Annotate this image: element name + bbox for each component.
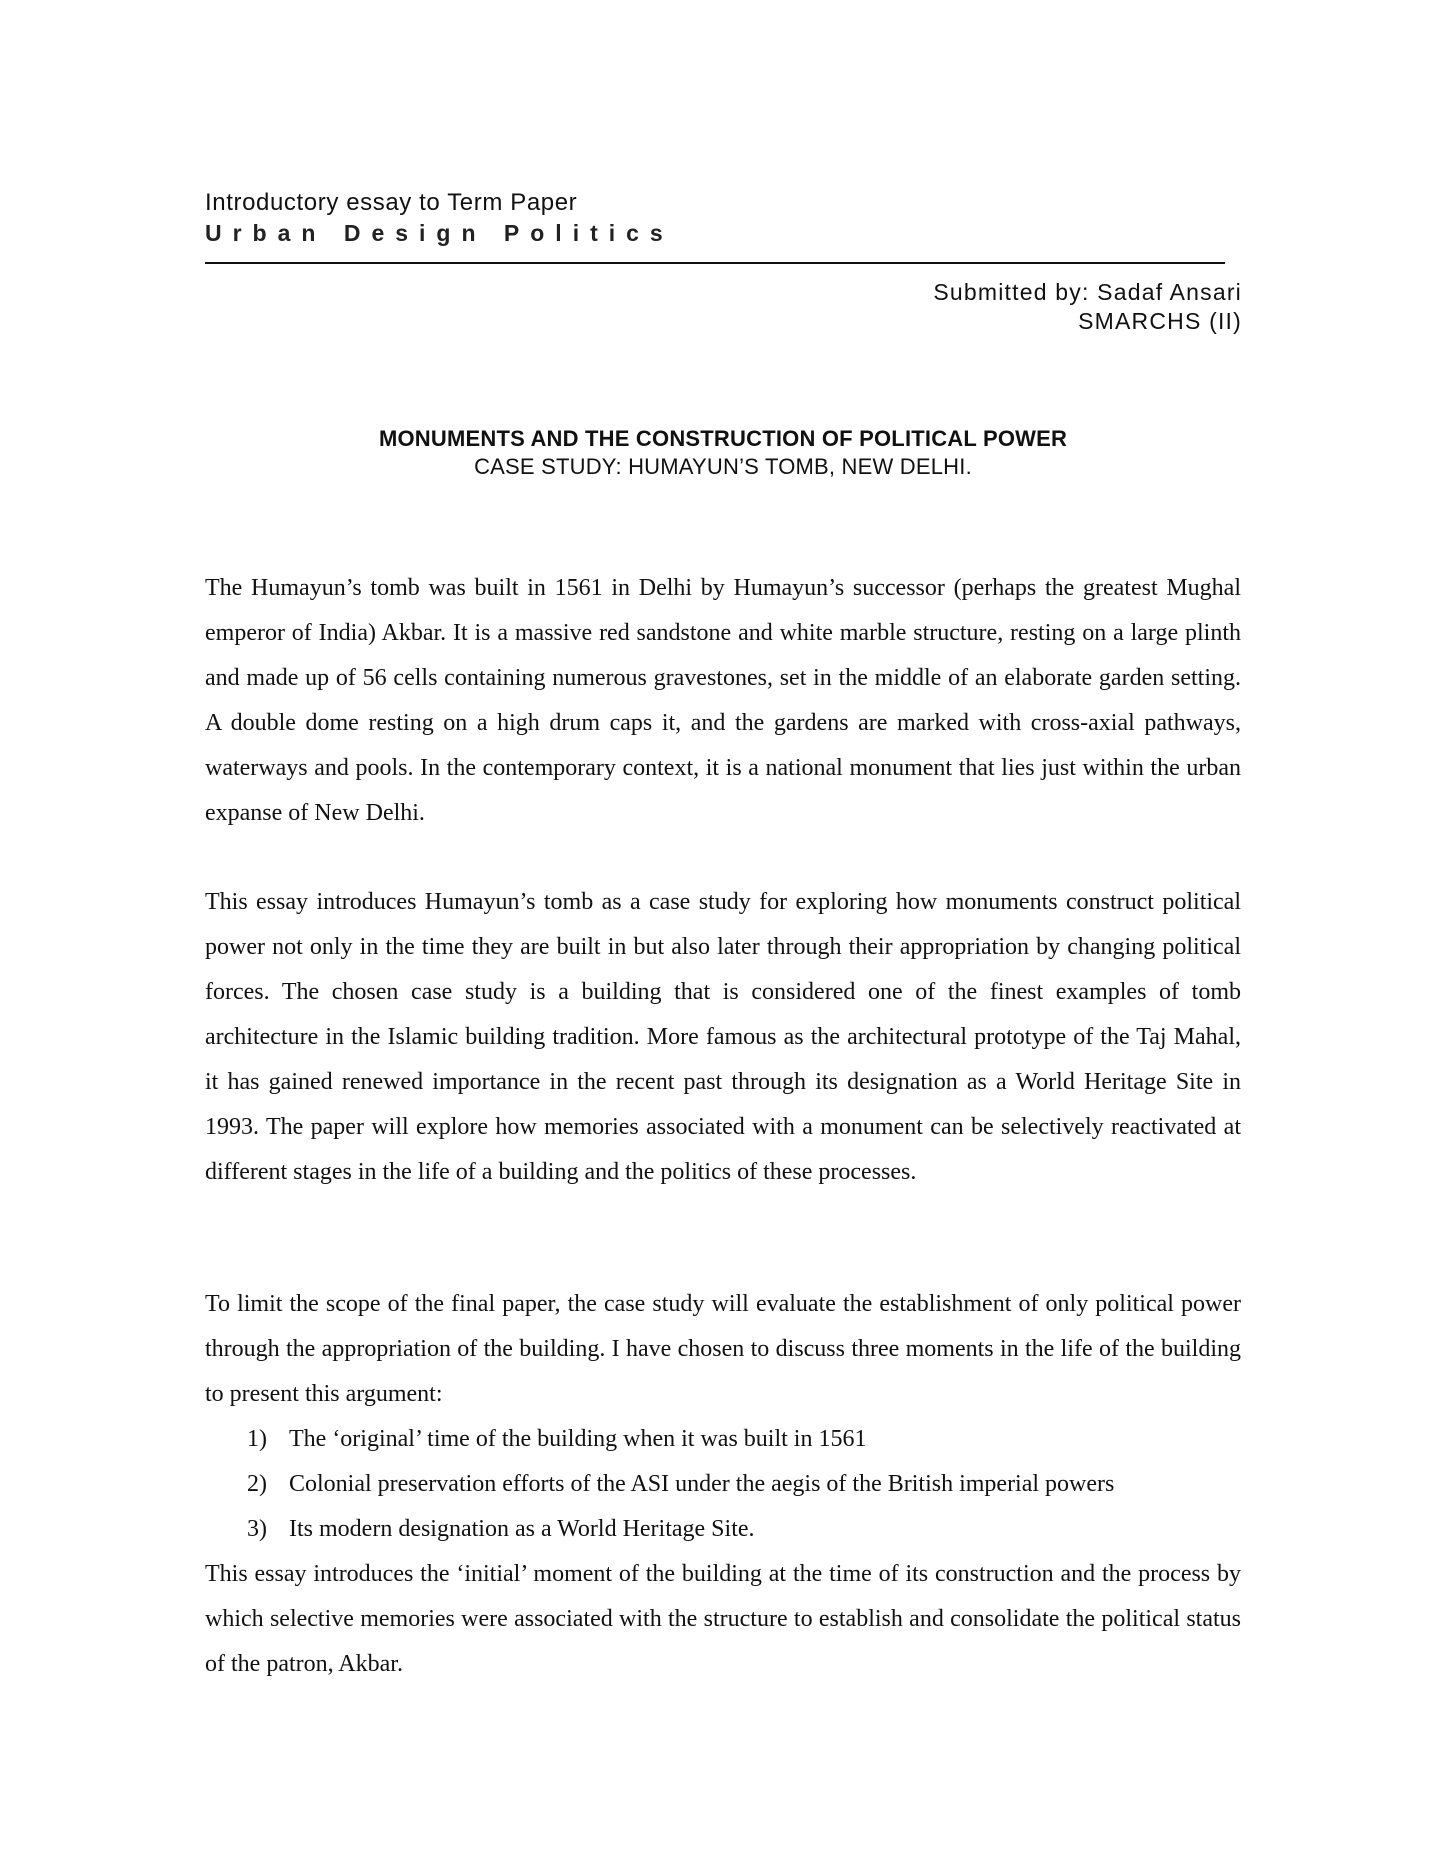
paragraph-text: To limit the scope of the final paper, the case study will evaluate the establishment of only political power through the appropriation of the building. I have chosen to discuss three moments in the life of the building to present this argument: <box>205 1291 1241 1407</box>
list-item <box>205 1507 1241 1552</box>
moments-list <box>205 1417 1241 1552</box>
list-item <box>205 1462 1241 1507</box>
list-item-text: The ‘original’ time of the building when it was built in 1561 <box>289 1426 867 1452</box>
author-block <box>933 278 1242 336</box>
list-item-number: 2) <box>247 1471 267 1497</box>
paragraph-text: This essay introduces Humayun’s tomb as a case study for exploring how monuments construct political power not only in the time they are built in but also later through their appropriation by changing political forces. The chosen case study is a building that is considered one of the finest examples of tomb architecture in the Islamic building tradition. More famous as the architectural prototype of the Taj Mahal, it has gained renewed importance in the recent past through its designation as a World Heritage Site in 1993. The paper will explore how memories associated with a monument can be selectively reactivated at different stages in the life of a building and the politics of these processes. <box>205 889 1241 1185</box>
list-item-text: Colonial preservation efforts of the ASI under the aegis of the British imperial powers <box>289 1471 1115 1497</box>
author-name: Submitted by: Sadaf Ansari <box>933 279 1242 305</box>
list-item-number: 1) <box>247 1426 267 1452</box>
document-header <box>205 188 1225 248</box>
essay-subtitle: CASE STUDY: HUMAYUN’S TOMB, NEW DELHI. <box>474 454 972 479</box>
paragraph-text: The Humayun’s tomb was built in 1561 in Delhi by Humayun’s successor (perhaps the greatest Mughal emperor of India) Akbar. It is a massive red sandstone and white marble structure, resting on a large plinth and made up of 56 cells containing numerous gravestones, set in the middle of an elaborate garden setting. A double dome resting on a high drum caps it, and the gardens are marked with cross-axial pathways, waterways and pools. In the contemporary context, it is a national monument that lies just within the urban expanse of New Delhi. <box>205 575 1241 826</box>
list-item-text: Its modern designation as a World Heritage Site. <box>289 1516 755 1542</box>
paragraph-3 <box>205 1282 1241 1687</box>
paragraph-1 <box>205 566 1241 836</box>
essay-title: MONUMENTS AND THE CONSTRUCTION OF POLITICAL POWER <box>378 426 1068 451</box>
header-subtitle: Introductory essay to Term Paper <box>205 189 578 216</box>
closing-paragraph: This essay introduces the ‘initial’ moment of the building at the time of its construction and the process by which selective memories were associated with the structure to establish and consolidate the political status of the patron, Akbar. <box>205 1561 1241 1677</box>
header-course-title: Urban Design Politics <box>205 220 674 246</box>
essay-title-block <box>205 425 1241 481</box>
header-divider <box>205 262 1225 264</box>
author-program: SMARCHS (II) <box>1078 308 1242 334</box>
paragraph-2 <box>205 880 1241 1195</box>
list-item <box>205 1417 1241 1462</box>
list-item-number: 3) <box>247 1516 267 1542</box>
